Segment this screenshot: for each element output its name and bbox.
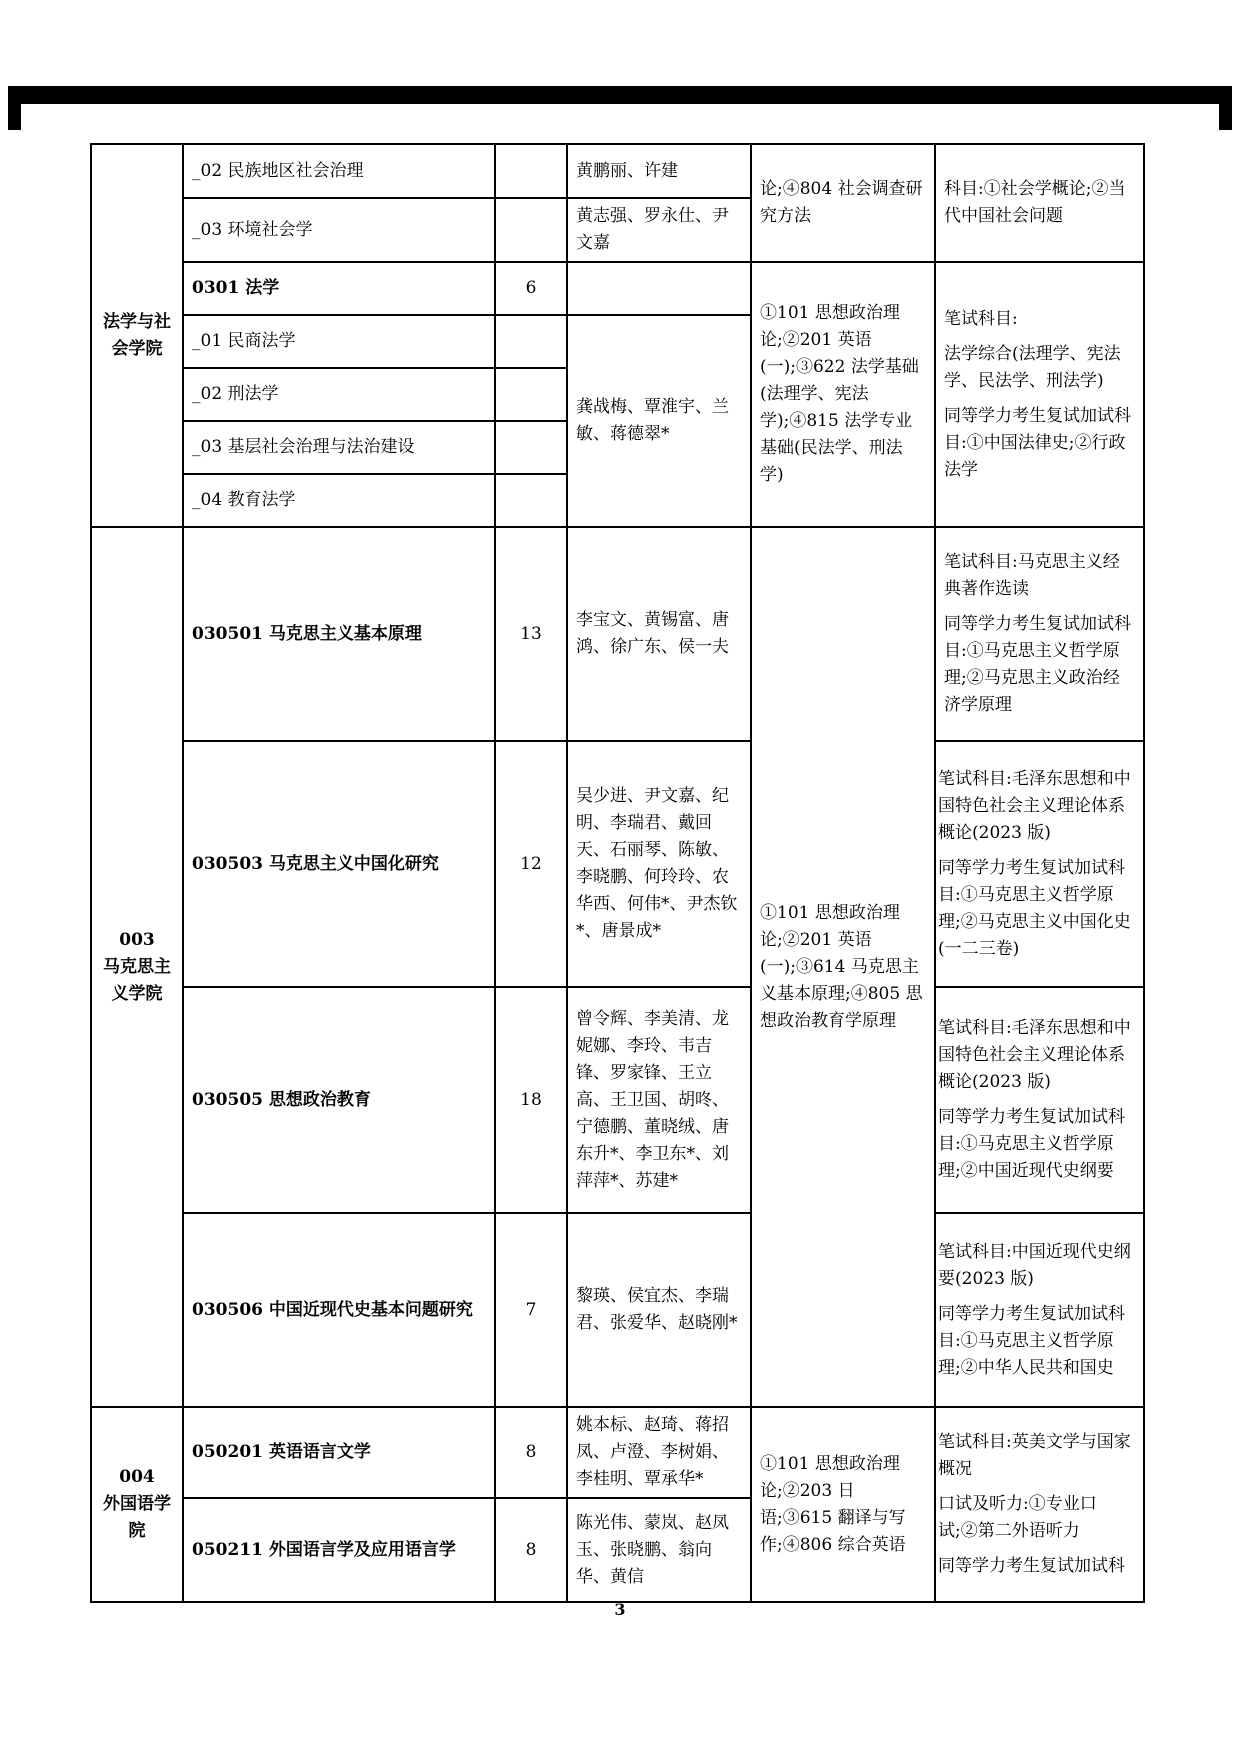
college-cell	[91, 1407, 183, 1602]
enrollment-cell	[495, 198, 567, 262]
college-cell	[91, 527, 183, 1407]
major-cell: 030505 思想政治教育	[183, 987, 495, 1213]
exam-subjects-cell: ①101 思想政治理论;②203 日语;③615 翻译与写作;④806 综合英语	[751, 1407, 935, 1602]
tutor-cell: 黄鹏丽、许建	[567, 144, 751, 198]
top-border-bar	[8, 86, 1232, 104]
retest-subjects-cell	[935, 741, 1144, 987]
enrollment-cell	[495, 474, 567, 527]
major-cell: _03 环境社会学	[183, 198, 495, 262]
retest-subjects-cell	[935, 1407, 1144, 1602]
tutor-cell: 龚战梅、覃淮宇、兰敏、蒋德翠*	[567, 315, 751, 527]
major-cell: _04 教育法学	[183, 474, 495, 527]
college-code: 004	[119, 1467, 155, 1487]
exam-subjects-cell: 论;④804 社会调查研究方法	[751, 144, 935, 262]
enrollment-cell	[495, 144, 567, 198]
retest-written-subjects: 笔试科目:马克思主义经典著作选读	[944, 552, 1120, 599]
major-cell: 0301 法学	[183, 262, 495, 315]
exam-subjects-cell: ①101 思想政治理论;②201 英语(一);③614 马克思主义基本原理;④805 思想政治教育学原理	[751, 527, 935, 1407]
exam-subjects-cell: ①101 思想政治理论;②201 英语(一);③622 法学基础(法理学、宪法学);④815 法学专业基础(民法学、刑法学)	[751, 262, 935, 527]
top-border-left-tick	[8, 86, 21, 130]
major-cell: _02 刑法学	[183, 368, 495, 421]
tutor-cell: 陈光伟、蒙岚、赵凤玉、张晓鹏、翁向华、黄信	[567, 1498, 751, 1602]
retest-written-subjects: 笔试科目:中国近现代史纲要(2023 版)	[938, 1241, 1131, 1289]
table-row	[91, 741, 1144, 987]
enrollment-cell: 8	[495, 1498, 567, 1602]
enrollment-cell	[495, 315, 567, 368]
tutor-cell: 吴少进、尹文嘉、纪明、李瑞君、戴回天、石丽琴、陈敏、李晓鹏、何玲玲、农华西、何伟*、尹杰钦*、唐景成*	[567, 741, 751, 987]
major-cell: 030506 中国近现代史基本问题研究	[183, 1213, 495, 1407]
page-number: 3	[614, 1600, 626, 1619]
table-row	[91, 987, 1144, 1213]
tutor-cell: 黄志强、罗永仕、尹文嘉	[567, 198, 751, 262]
retest-subjects-cell	[935, 987, 1144, 1213]
retest-written-subjects: 笔试科目:英美文学与国家概况	[938, 1432, 1131, 1479]
major-cell: _01 民商法学	[183, 315, 495, 368]
enrollment-cell: 12	[495, 741, 567, 987]
major-cell: _03 基层社会治理与法治建设	[183, 421, 495, 474]
retest-written-label: 笔试科目:	[944, 308, 1018, 329]
retest-subjects-cell	[935, 527, 1144, 741]
major-cell: 050211 外国语言学及应用语言学	[183, 1498, 495, 1602]
enrollment-cell: 18	[495, 987, 567, 1213]
table-row	[91, 144, 1144, 198]
admissions-table	[90, 143, 1145, 1603]
retest-equivalent-subjects: 同等学力考生复试加试科	[938, 1556, 1125, 1576]
retest-subjects-cell: 科目:①社会学概论;②当代中国社会问题	[935, 144, 1144, 262]
retest-equivalent-subjects: 同等学力考生复试加试科目:①中国法律史;②行政法学	[944, 405, 1131, 480]
major-cell: _02 民族地区社会治理	[183, 144, 495, 198]
tutor-cell: 李宝文、黄锡富、唐鸿、徐广东、侯一夫	[567, 527, 751, 741]
table-row	[91, 1407, 1144, 1498]
tutor-cell	[567, 262, 751, 315]
retest-oral-subjects: 口试及听力:①专业口试;②第二外语听力	[938, 1494, 1097, 1541]
table-row	[91, 527, 1144, 741]
retest-written-subjects: 笔试科目:毛泽东思想和中国特色社会主义理论体系概论(2023 版)	[938, 768, 1131, 843]
retest-equivalent-subjects: 同等学力考生复试加试科目:①马克思主义哲学原理;②马克思主义政治经济学原理	[944, 614, 1131, 715]
major-cell: 030501 马克思主义基本原理	[183, 527, 495, 741]
retest-written-subjects: 法学综合(法理学、宪法学、民法学、刑法学)	[944, 343, 1121, 391]
enrollment-cell: 7	[495, 1213, 567, 1407]
retest-equivalent-subjects: 同等学力考生复试加试科目:①马克思主义哲学原理;②马克思主义中国化史(一二三卷)	[938, 857, 1131, 959]
tutor-cell: 姚本标、赵琦、蒋招凤、卢澄、李树娟、李桂明、覃承华*	[567, 1407, 751, 1498]
retest-written-subjects: 笔试科目:毛泽东思想和中国特色社会主义理论体系概论(2023 版)	[938, 1018, 1131, 1092]
enrollment-cell: 8	[495, 1407, 567, 1498]
tutor-cell: 曾令辉、李美清、龙妮娜、李玲、韦吉锋、罗家锋、王立高、王卫国、胡咚、宁德鹏、董晓绒、唐东升*、李卫东*、刘萍萍*、苏建*	[567, 987, 751, 1213]
top-border-right-tick	[1219, 86, 1232, 130]
enrollment-cell: 6	[495, 262, 567, 315]
tutor-cell: 黎瑛、侯宜杰、李瑞君、张爱华、赵晓刚*	[567, 1213, 751, 1407]
table-row	[91, 1213, 1144, 1407]
college-cell: 法学与社会学院	[91, 144, 183, 527]
enrollment-cell: 13	[495, 527, 567, 741]
college-code: 003	[119, 929, 155, 950]
enrollment-cell	[495, 368, 567, 421]
college-name: 外国语学院	[103, 1494, 171, 1541]
major-cell: 030503 马克思主义中国化研究	[183, 741, 495, 987]
retest-equivalent-subjects: 同等学力考生复试加试科目:①马克思主义哲学原理;②中华人民共和国史	[938, 1303, 1125, 1378]
major-cell: 050201 英语语言文学	[183, 1407, 495, 1498]
table-row	[91, 262, 1144, 315]
retest-subjects-cell	[935, 262, 1144, 527]
retest-subjects-cell	[935, 1213, 1144, 1407]
enrollment-cell	[495, 421, 567, 474]
retest-equivalent-subjects: 同等学力考生复试加试科目:①马克思主义哲学原理;②中国近现代史纲要	[938, 1107, 1125, 1181]
college-name: 马克思主义学院	[103, 956, 171, 1004]
